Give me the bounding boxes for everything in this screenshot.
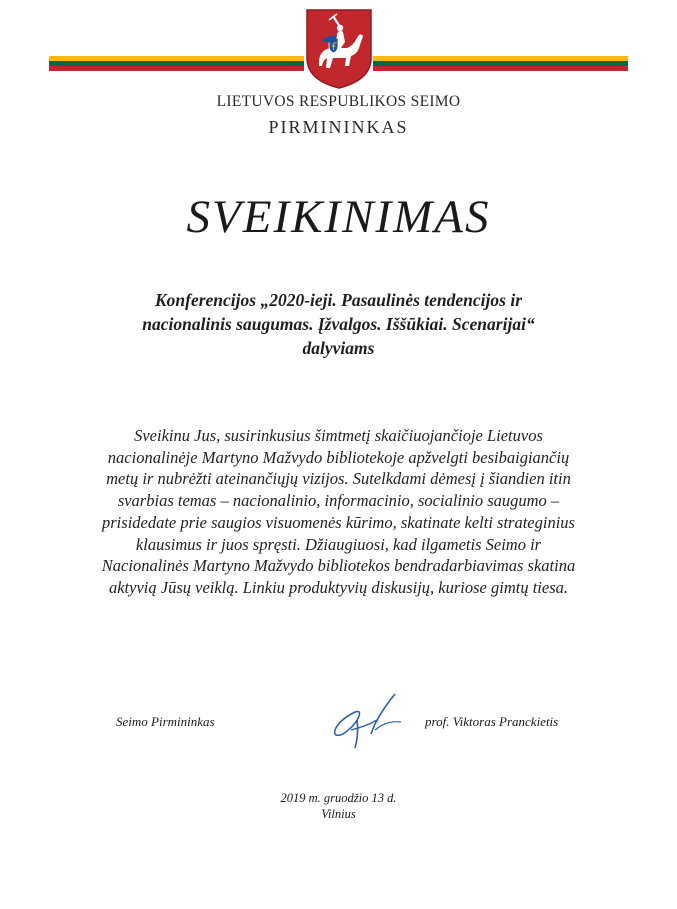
institution-header: LIETUVOS RESPUBLIKOS SEIMO (216, 93, 461, 110)
signatory-name: prof. Viktoras Pranckietis (425, 714, 559, 729)
recipients-line: Konferencijos „2020-ieji. Pasaulinės tendencijos ir nacionalinis saugumas. Įžvalgos. Iššūkiai. Scenarijai“ dalyviams (142, 290, 535, 358)
flag-stripes-left (49, 56, 304, 71)
coat-of-arms-icon (303, 8, 375, 90)
handwritten-signature-icon (315, 690, 410, 752)
document-title: SVEIKINIMAS (186, 191, 491, 243)
office-header: PIRMININKAS (268, 117, 409, 137)
greeting-body: Sveikinu Jus, susirinkusius šimtmetį skaičiuojančioje Lietuvos nacionalinėje Martyno Mažvydo bibliotekoje apžvelgti besibaigiančių metų ir nubrėžti ateinančiųjų vizijos. Sutelkdami dėmesį į šiandien itin svarbias temas – nacionalinio, informacinio, socialinio saugumo – prisidedate prie saugios visuomenės kūrimo, skatinate kelti strateginius klausimus ir juos spręsti. Džiaugiuosi, kad ilgametis Seimo ir Nacionalinės Martyno Mažvydo bibliotekos bendradarbiavimas skatina aktyvią Jūsų veiklą. Linkiu produktyvių diskusijų, kuriose gimtų tiesa. (101, 426, 576, 597)
place-line: Vilnius (321, 807, 356, 821)
flag-stripes-right (373, 56, 628, 71)
signatory-position: Seimo Pirmininkas (116, 714, 215, 729)
date-place (0, 790, 677, 822)
date-line: 2019 m. gruodžio 13 d. (280, 791, 397, 805)
